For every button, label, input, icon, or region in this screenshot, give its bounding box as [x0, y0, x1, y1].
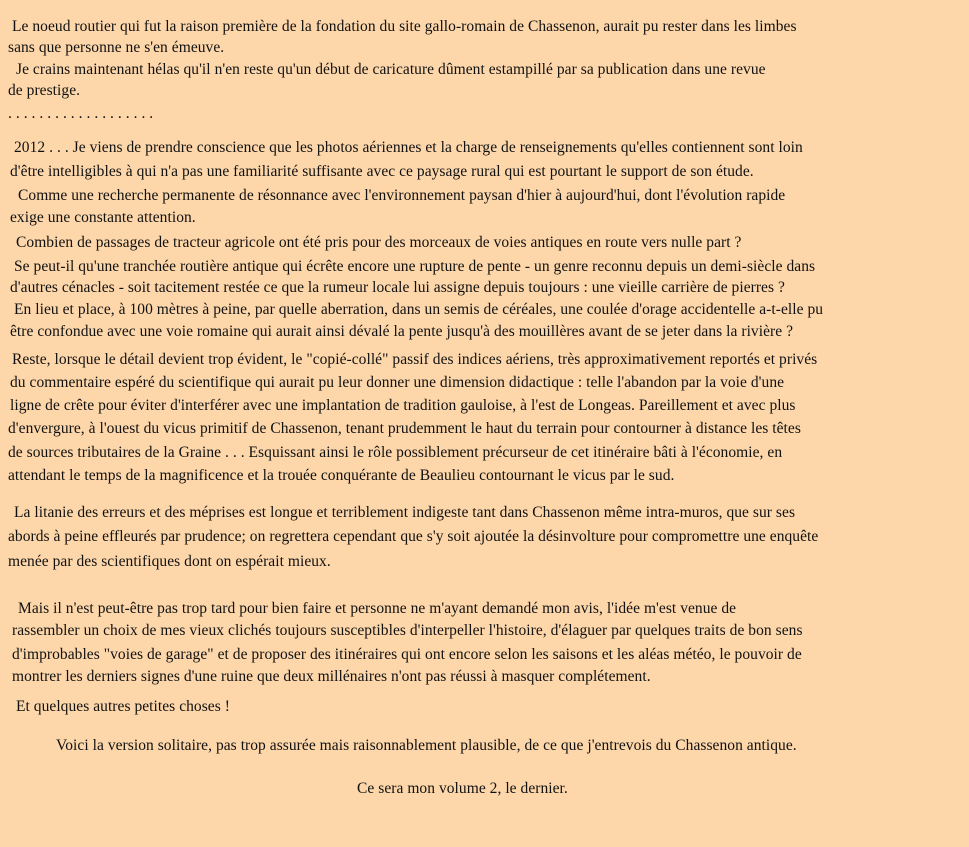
text-line: En lieu et place, à 100 mètres à peine, par quelle aberration, dans un semis de céréales, une coulée d'orage accidentelle a-t-elle pu: [14, 301, 824, 318]
text-line: Et quelques autres petites choses !: [16, 698, 230, 715]
text-line: rassembler un choix de mes vieux clichés toujours susceptibles d'interpeller l'histoire, d'élaguer par quelques traits de bon sens: [12, 622, 803, 639]
text-line: du commentaire espéré du scientifique qui aurait pu leur donner une dimension didactique : telle l'abandon par la voie d'une: [10, 374, 785, 391]
text-line: La litanie des erreurs et des méprises est longue et terriblement indigeste tant dans Chassenon même intra-muros, que sur ses: [14, 504, 796, 521]
text-line: d'improbables "voies de garage" et de proposer des itinéraires qui ont encore selon les saisons et les aléas météo, le pouvoir de: [12, 646, 802, 663]
closing-line: Ce sera mon volume 2, le dernier.: [357, 780, 568, 797]
text-line: Reste, lorsque le détail devient trop évident, le "copié-collé" passif des indices aériens, très approximativement reportés et privés: [12, 351, 818, 368]
text-line: Comme une recherche permanente de résonnance avec l'environnement paysan d'hier à aujourd'hui, dont l'évolution rapide: [18, 187, 786, 204]
text-line: ligne de crête pour éviter d'interférer avec une implantation de tradition gauloise, à l'est de Longeas. Pareillement et avec plus: [10, 397, 796, 414]
text-line: Se peut-il qu'une tranchée routière antique qui écrête encore une rupture de pente - un genre reconnu depuis un demi-siècle dans: [14, 258, 816, 275]
text-line: montrer les derniers signes d'une ruine que deux millénaires n'ont pas réussi à masquer complétement.: [12, 668, 651, 685]
text-line: Je crains maintenant hélas qu'il n'en reste qu'un début de caricature dûment estampillé par sa publication dans une revue: [16, 61, 766, 78]
text-line: menée par des scientifiques dont on espérait mieux.: [8, 553, 331, 570]
text-line: être confondue avec une voie romaine qui aurait ainsi dévalé la pente jusqu'à des mouillères avant de se jeter dans la rivière ?: [10, 323, 794, 340]
text-line: d'envergure, à l'ouest du vicus primitif de Chassenon, tenant prudemment le haut du terrain pour contourner à distance les têtes: [8, 420, 801, 437]
text-line: Le noeud routier qui fut la raison première de la fondation du site gallo-romain de Chassenon, aurait pu rester dans les limbes: [12, 18, 797, 35]
separator-dots: . . . . . . . . . . . . . . . . . . .: [8, 105, 154, 122]
text-line: exige une constante attention.: [10, 209, 196, 226]
closing-line: Voici la version solitaire, pas trop assurée mais raisonnablement plausible, de ce que j'entrevois du Chassenon antique.: [56, 737, 797, 754]
text-line: abords à peine effleurés par prudence; on regrettera cependant que s'y soit ajoutée la désinvolture pour compromettre une enquête: [8, 528, 819, 545]
text-line: d'autres cénacles - soit tacitement restée ce que la rumeur locale lui assigne depuis toujours : une vieille carrière de pierres ?: [10, 279, 785, 296]
text-line: attendant le temps de la magnificence et la trouée conquérante de Beaulieu contournant le vicus par le sud.: [8, 467, 675, 484]
text-line: 2012 . . . Je viens de prendre conscience que les photos aériennes et la charge de renseignements qu'elles contiennent sont loin: [14, 139, 803, 156]
text-line: sans que personne ne s'en émeuve.: [8, 39, 225, 56]
text-line: Combien de passages de tracteur agricole ont été pris pour des morceaux de voies antiques en route vers nulle part ?: [16, 234, 742, 251]
text-line: de prestige.: [8, 82, 81, 99]
text-line: de sources tributaires de la Graine . . . Esquissant ainsi le rôle possiblement précurseur de cet itinéraire bâti à l'économie, en: [8, 444, 783, 461]
text-line: Mais il n'est peut-être pas trop tard pour bien faire et personne ne m'ayant demandé mon avis, l'idée m'est venue de: [18, 600, 737, 617]
text-line: d'être intelligibles à qui n'a pas une familiarité suffisante avec ce paysage rural qui est pourtant le support de son étude.: [10, 163, 754, 180]
